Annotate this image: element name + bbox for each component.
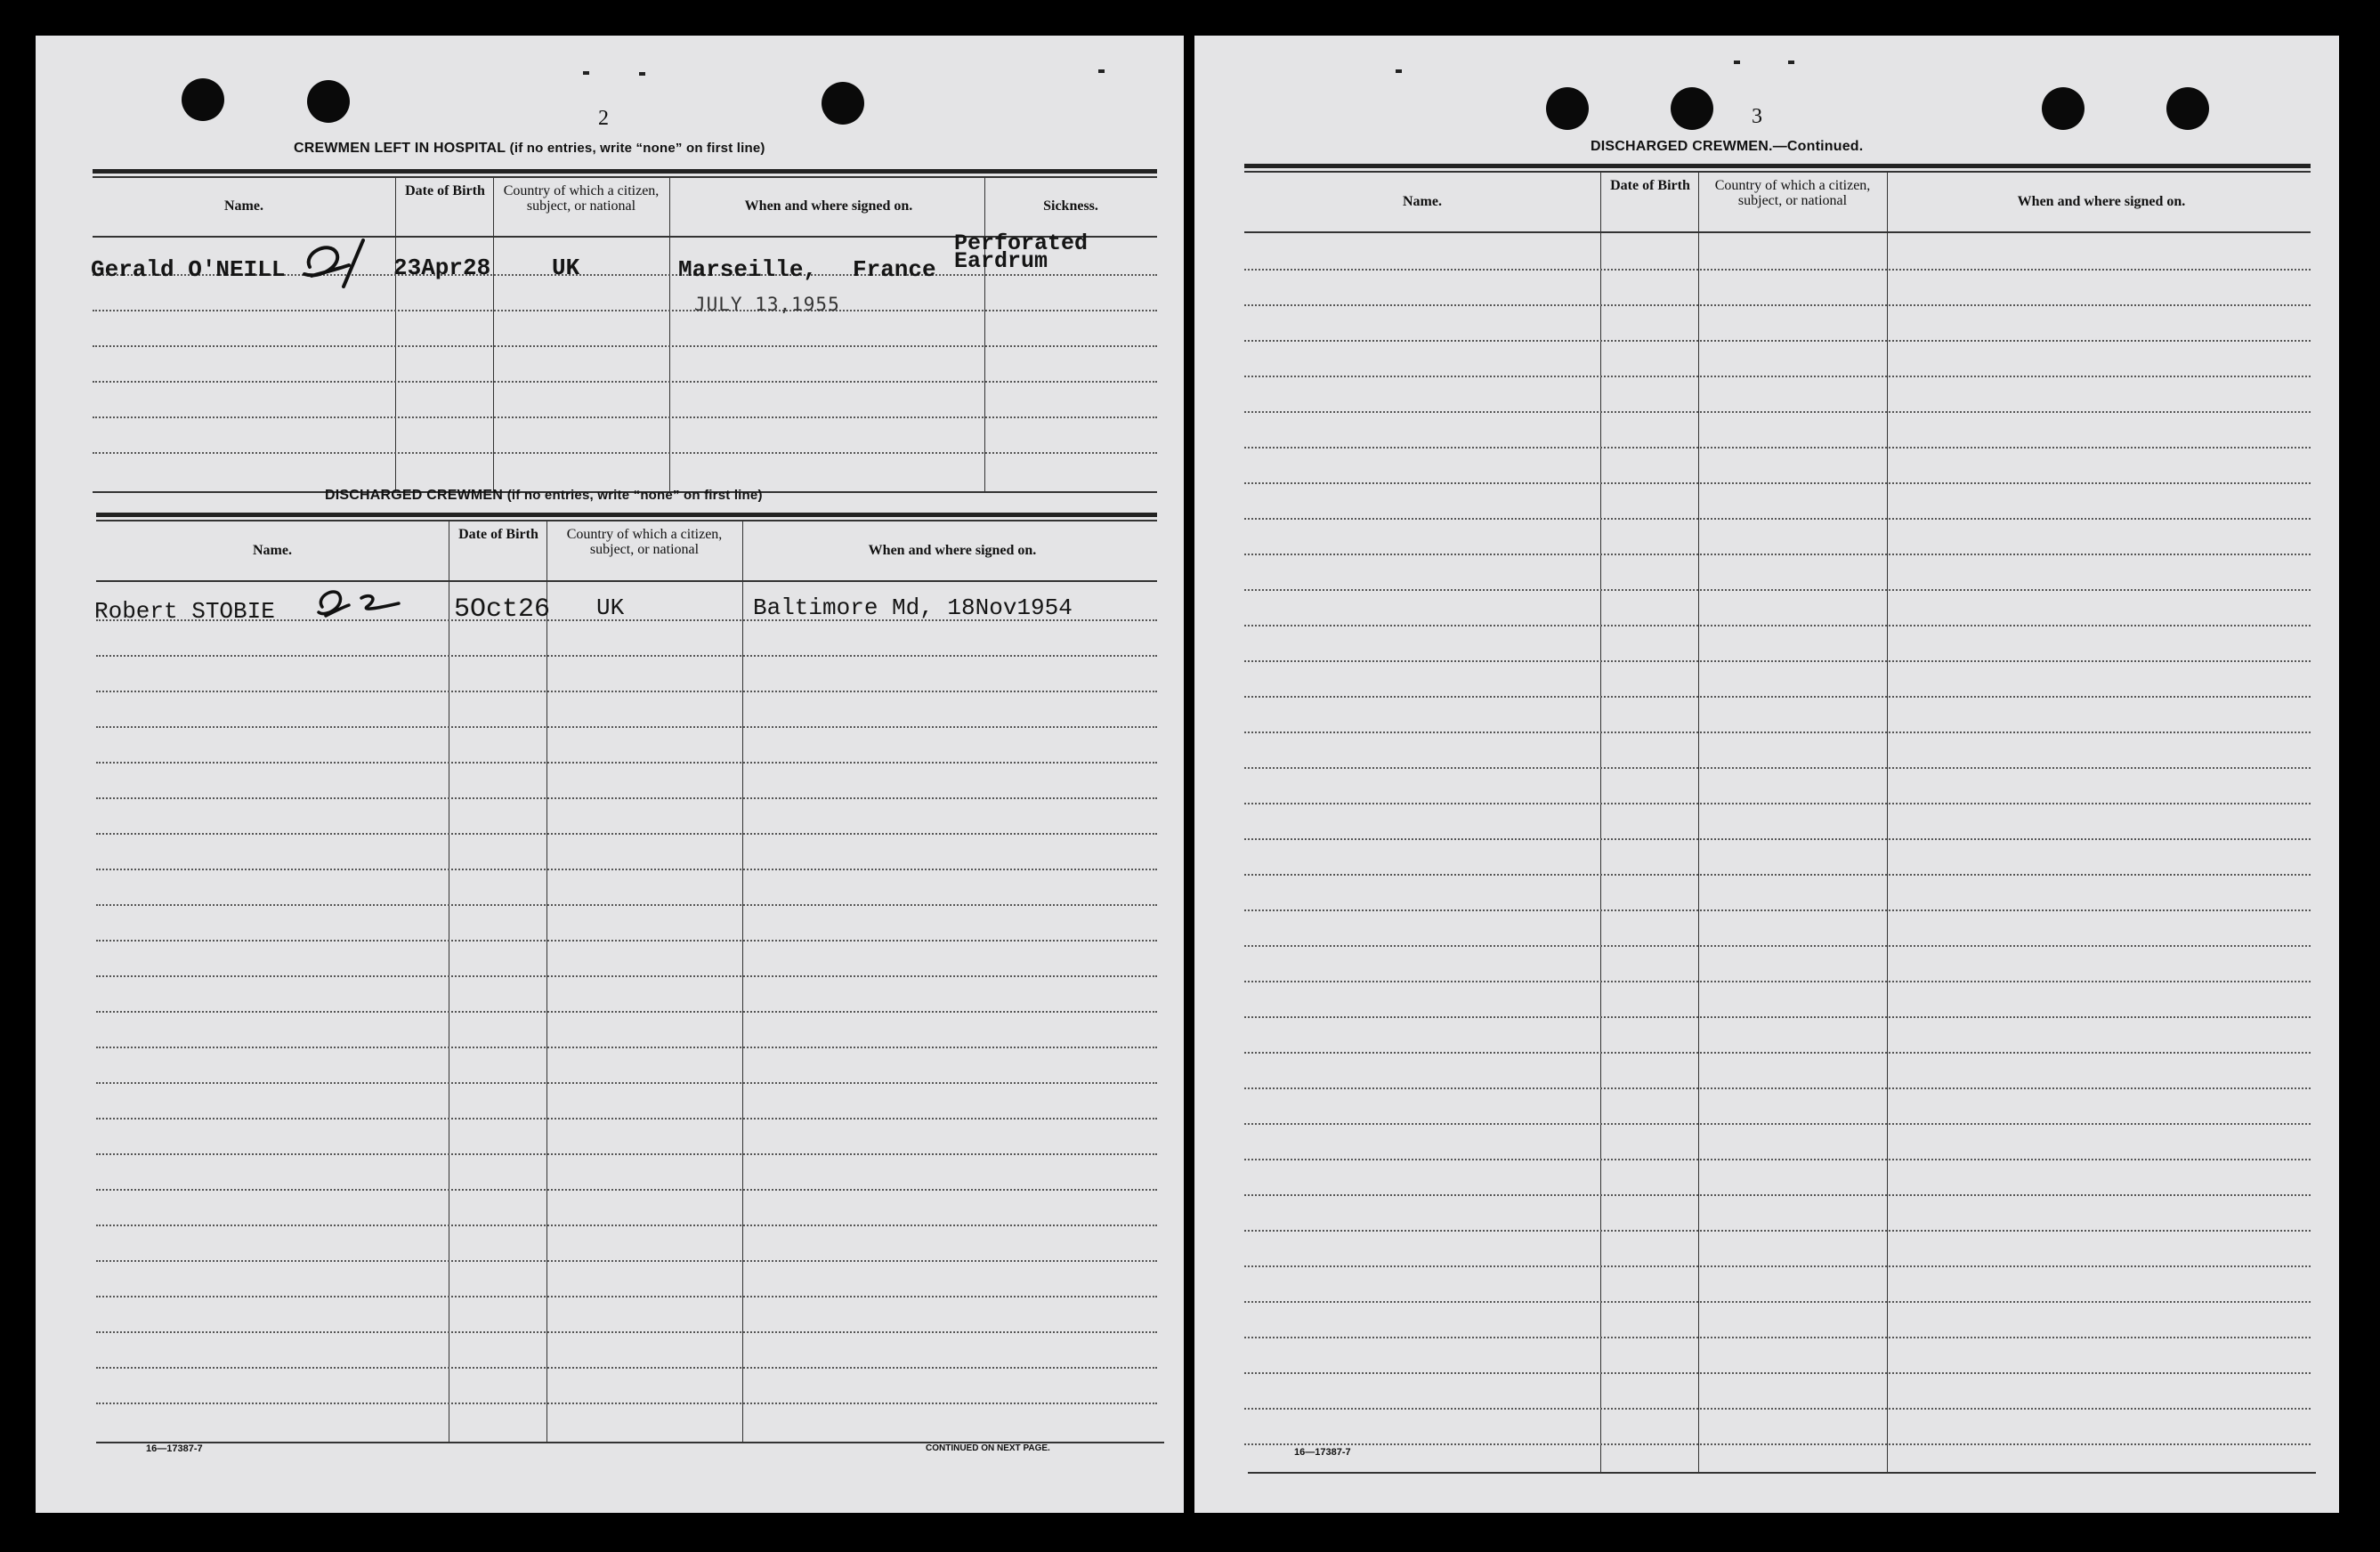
- ruled-line: [1244, 1159, 2311, 1160]
- col-header-signed: When and where signed on.: [2017, 194, 2186, 209]
- right-page: [1194, 36, 2339, 1513]
- col-header-name: Name.: [1403, 194, 1442, 209]
- ruled-line: [96, 1153, 1157, 1155]
- ruled-line: [96, 1047, 1157, 1048]
- ruled-line: [1244, 660, 2311, 662]
- section-rule: [93, 169, 1157, 174]
- ruled-line: [96, 797, 1157, 799]
- ruled-line: [96, 762, 1157, 764]
- hospital-section-title: CREWMEN LEFT IN HOSPITAL (if no entries, write “none” on first line): [294, 141, 765, 156]
- ruled-line: [1244, 1052, 2311, 1054]
- ruled-line: [1244, 1372, 2311, 1374]
- ruled-line: [1244, 696, 2311, 698]
- ruled-line: [96, 726, 1157, 728]
- ruled-line: [1244, 411, 2311, 413]
- ruled-line: [1244, 1123, 2311, 1125]
- col-header-dob: Date of Birth: [1610, 178, 1690, 193]
- ruled-line: [96, 1082, 1157, 1084]
- left-page: [36, 36, 1184, 1513]
- col-header-dob: Date of Birth: [405, 183, 485, 198]
- ruled-line: [93, 452, 1157, 454]
- hospital-crewman-country: UK: [552, 255, 580, 281]
- ruled-line: [96, 904, 1157, 906]
- speck: [1098, 69, 1105, 73]
- punch-hole: [1671, 87, 1713, 130]
- col-header-country: Country of which a citizen, subject, or national: [1714, 178, 1871, 208]
- col-header-signed: When and where signed on.: [744, 198, 913, 214]
- ruled-line: [96, 940, 1157, 942]
- ruled-line: [1244, 625, 2311, 626]
- section-rule: [1244, 164, 2311, 168]
- ruled-line: [96, 869, 1157, 870]
- col-header-country: Country of which a citizen, subject, or national: [566, 527, 723, 557]
- column-divider: [1887, 173, 1888, 1474]
- header-rule: [96, 580, 1157, 582]
- speck: [1396, 69, 1402, 73]
- section-rule: [93, 176, 1157, 178]
- section-bottom-rule: [1248, 1472, 2316, 1474]
- page-number: 3: [1752, 105, 1762, 128]
- ruled-line: [1244, 838, 2311, 840]
- column-divider: [984, 178, 985, 491]
- hospital-crewman-dob: 23Apr28: [393, 255, 491, 281]
- speck: [583, 71, 589, 75]
- ruled-line: [1244, 304, 2311, 306]
- section-rule: [1244, 171, 2311, 173]
- ruled-line: [93, 416, 1157, 418]
- discharged-crewman-country: UK: [596, 594, 625, 621]
- ruled-line: [96, 1367, 1157, 1369]
- speck: [1788, 61, 1794, 64]
- ruled-line: [1244, 1408, 2311, 1410]
- date-stamp: JULY 13,1955: [694, 294, 840, 315]
- ruled-line: [96, 975, 1157, 977]
- column-divider: [493, 178, 494, 491]
- ruled-line: [96, 1296, 1157, 1297]
- ruled-line: [1244, 269, 2311, 271]
- ruled-line: [96, 655, 1157, 657]
- ruled-line: [1244, 554, 2311, 555]
- punch-hole: [182, 78, 224, 121]
- ruled-line: [1244, 1194, 2311, 1196]
- form-number: 16—17387-7: [1294, 1447, 1351, 1458]
- column-divider: [1600, 173, 1601, 1474]
- ruled-line: [93, 310, 1157, 311]
- ruled-line: [96, 1225, 1157, 1226]
- ruled-line: [96, 833, 1157, 835]
- page-number: 2: [598, 107, 609, 130]
- ruled-line: [1244, 1337, 2311, 1338]
- punch-hole: [2166, 87, 2209, 130]
- ruled-line: [93, 381, 1157, 383]
- column-divider: [742, 521, 743, 1443]
- discharged-signed: Baltimore Md, 18Nov1954: [753, 594, 1073, 621]
- ruled-line: [1244, 340, 2311, 342]
- ruled-line: [93, 345, 1157, 347]
- handwritten-mark: [294, 233, 392, 295]
- ruled-line: [1244, 909, 2311, 911]
- col-header-signed: When and where signed on.: [868, 543, 1037, 558]
- hospital-sickness: Perforated Eardrum: [954, 230, 1089, 274]
- ruled-line: [96, 1331, 1157, 1333]
- ruled-line: [1244, 945, 2311, 947]
- handwritten-mark: [313, 580, 411, 634]
- ruled-line: [1244, 874, 2311, 876]
- discharged-section-title: DISCHARGED CREWMEN (if no entries, write “none” on first line): [325, 488, 763, 503]
- hospital-signed-place: Marseille,: [678, 256, 818, 283]
- punch-hole: [1546, 87, 1589, 130]
- ruled-line: [96, 1011, 1157, 1013]
- discharged-crewman-name: Robert STOBIE: [94, 598, 275, 625]
- ruled-line: [96, 1189, 1157, 1191]
- col-header-name: Name.: [253, 543, 292, 558]
- ruled-line: [1244, 1301, 2311, 1303]
- ruled-line: [1244, 482, 2311, 484]
- ruled-line: [1244, 1016, 2311, 1018]
- ruled-line: [1244, 518, 2311, 520]
- continued-note: CONTINUED ON NEXT PAGE.: [926, 1443, 1050, 1453]
- ruled-line: [96, 1402, 1157, 1404]
- discharged-continued-title: DISCHARGED CREWMEN.—Continued.: [1591, 139, 1864, 154]
- punch-hole: [307, 80, 350, 123]
- column-divider: [669, 178, 670, 491]
- speck: [639, 72, 645, 76]
- column-divider: [395, 178, 396, 491]
- discharged-crewman-dob: 5Oct26: [454, 594, 551, 625]
- ruled-line: [1244, 1265, 2311, 1267]
- column-divider: [546, 521, 547, 1443]
- ruled-line: [1244, 1230, 2311, 1232]
- hospital-signed-country: France: [853, 256, 936, 283]
- ruled-line: [1244, 1087, 2311, 1089]
- punch-hole: [2042, 87, 2085, 130]
- speck: [1734, 61, 1740, 64]
- column-divider: [1698, 173, 1699, 1474]
- header-rule: [1244, 231, 2311, 233]
- section-rule: [96, 513, 1157, 517]
- ruled-line: [1244, 767, 2311, 769]
- ruled-line: [96, 1260, 1157, 1262]
- punch-hole: [822, 82, 864, 125]
- col-header-name: Name.: [224, 198, 263, 214]
- form-number: 16—17387-7: [146, 1443, 203, 1454]
- ruled-line: [1244, 803, 2311, 804]
- col-header-country: Country of which a citizen, subject, or national: [503, 183, 660, 214]
- ruled-line: [96, 1118, 1157, 1120]
- hospital-crewman-name: Gerald O'NEILL: [91, 256, 286, 283]
- col-header-sickness: Sickness.: [1043, 198, 1098, 214]
- section-rule: [96, 520, 1157, 521]
- ruled-line: [1244, 732, 2311, 733]
- col-header-dob: Date of Birth: [458, 527, 538, 542]
- ruled-line: [1244, 1443, 2311, 1445]
- ruled-line: [1244, 589, 2311, 591]
- ruled-line: [1244, 981, 2311, 982]
- ruled-line: [1244, 447, 2311, 449]
- ruled-line: [1244, 376, 2311, 377]
- ruled-line: [96, 691, 1157, 692]
